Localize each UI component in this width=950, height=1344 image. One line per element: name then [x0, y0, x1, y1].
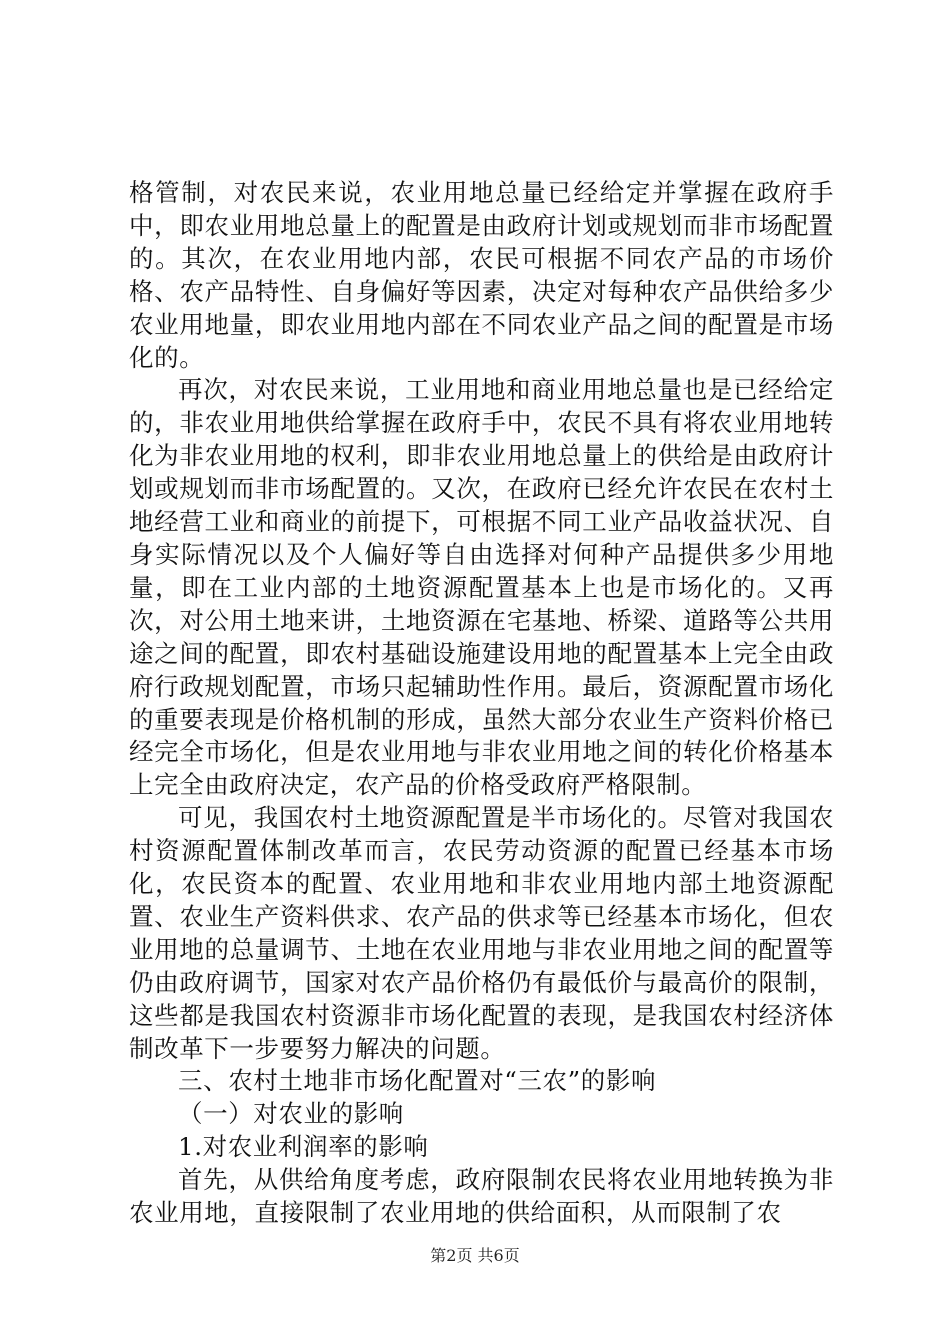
section-heading: 三、农村土地非市场化配置对“三农”的影响 [178, 1066, 657, 1096]
document-body [129, 177, 834, 1230]
page-number-footer: 第2页 共6页 [430, 1246, 520, 1265]
paragraph: 再次，对农民来说，工业用地和商业用地总量也是已经给定的，非农业用地供给掌握在政府手中，农民不具有将农业用地转化为非农业用地的权利，即非农业用地总量上的供给是由政府计划或规划而非市场配置的。又次，在政府已经允许农民在农村土地经营工业和商业的前提下，可根据不同工业产品收益状况、自身实际情况以及个人偏好等自由选择对何种产品提供多少用地量，即在工业内部的土地资源配置基本上也是市场化的。又再次，对公用土地来讲，土地资源在宅基地、桥梁、道路等公共用途之间的配置，即农村基础设施建设用地的配置基本上完全由政府行政规划配置，市场只起辅助性作用。最后，资源配置市场化的重要表现是价格机制的形成，虽然大部分农业生产资料价格已经完全市场化，但是农业用地与非农业用地之间的转化价格基本上完全由政府决定，农产品的价格受政府严格限制。 [129, 375, 834, 800]
paragraph: 首先，从供给角度考虑，政府限制农民将农业用地转换为非农业用地，直接限制了农业用地的供给面积，从而限制了农 [129, 1165, 834, 1228]
paragraph: 可见，我国农村土地资源配置是半市场化的。尽管对我国农村资源配置体制改革而言，农民劳动资源的配置已经基本市场化，农民资本的配置、农业用地和非农业用地内部土地资源配置、农业生产资料供求、农产品的供求等已经基本市场化，但农业用地的总量调节、土地在农业用地与非农业用地之间的配置等仍由政府调节，国家对农产品价格仍有最低价与最高价的限制，这些都是我国农村资源非市场化配置的表现，是我国农村经济体制改革下一步要努力解决的问题。 [129, 803, 834, 1063]
subsection-heading: （一）对农业的影响 [178, 1099, 404, 1129]
subsubsection-heading: 1.对农业利润率的影响 [178, 1132, 429, 1162]
paragraph-continuation: 格管制，对农民来说，农业用地总量已经给定并掌握在政府手中，即农业用地总量上的配置是由政府计划或规划而非市场配置的。其次，在农业用地内部，农民可根据不同农产品的市场价格、农产品特性、自身偏好等因素，决定对每种农产品供给多少农业用地量，即农业用地内部在不同农业产品之间的配置是市场化的。 [129, 178, 834, 372]
